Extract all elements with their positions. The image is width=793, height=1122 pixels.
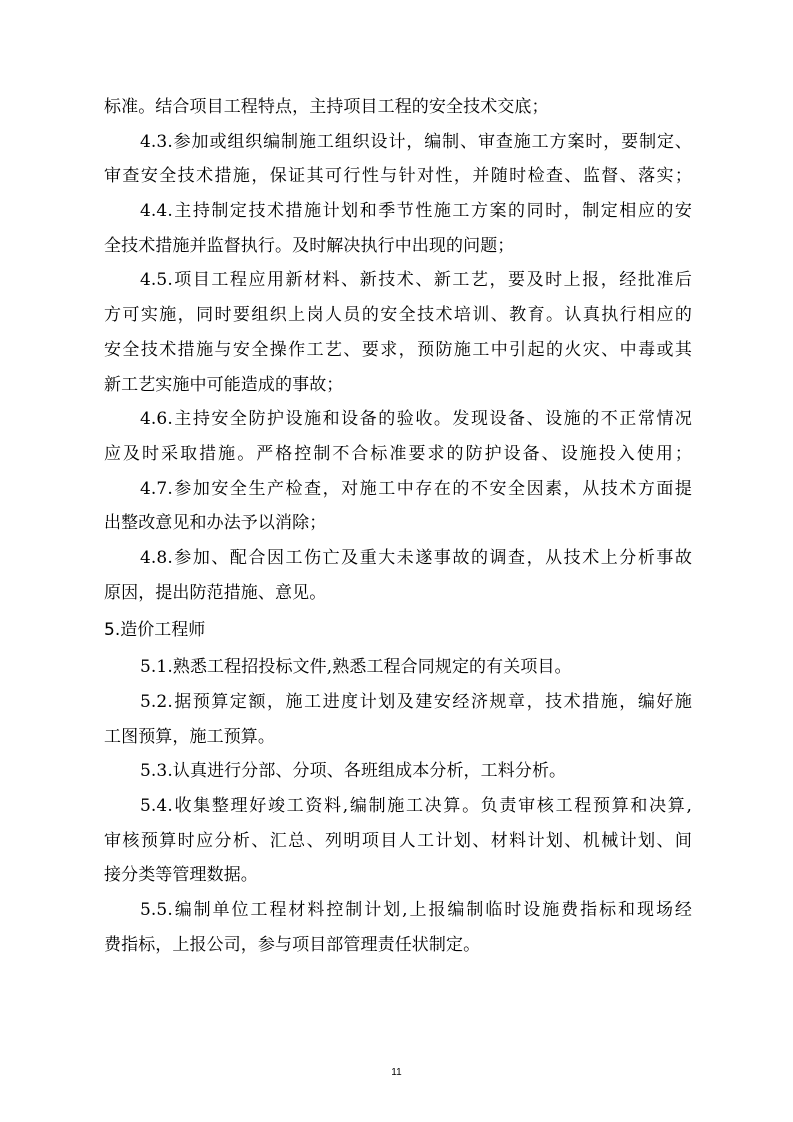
- text-line: 工图预算，施工预算。: [104, 726, 275, 747]
- text-line: 4.5.项目工程应用新材料、新技术、新工艺，要及时上报，经批准后: [140, 270, 692, 291]
- text-line: 审核预算时应分析、汇总、列明项目人工计划、材料计划、机械计划、间: [104, 830, 692, 851]
- page-number: 11: [391, 1067, 402, 1078]
- text-line: 4.6.主持安全防护设施和设备的验收。发现设备、设施的不正常情况: [140, 409, 692, 430]
- page-content: [104, 90, 692, 963]
- text-line: 5.3.认真进行分部、分项、各班组成本分析，工料分析。: [140, 761, 567, 782]
- text-line: 应及时采取措施。严格控制不合标准要求的防护设备、设施投入使用；: [104, 443, 692, 464]
- text-line: 4.3.参加或组织编制施工组织设计，编制、审查施工方案时，要制定、: [140, 131, 692, 152]
- text-line: 5.5.编制单位工程材料控制计划,上报编制临时设施费指标和现场经: [140, 900, 692, 921]
- text-line: 标准。结合项目工程特点，主持项目工程的安全技术交底；: [104, 97, 549, 117]
- text-line: 审查安全技术措施，保证其可行性与针对性，并随时检查、监督、落实；: [104, 166, 692, 187]
- text-line: 安全技术措施与安全操作工艺、要求，预防施工中引起的火灾、中毒或其: [104, 339, 692, 360]
- text-line: 方可实施，同时要组织上岗人员的安全技术培训、教育。认真执行相应的: [104, 305, 692, 326]
- section-heading: 5.造价工程师: [104, 620, 206, 641]
- text-line: 5.4.收集整理好竣工资料,编制施工决算。负责审核工程预算和决算,: [140, 796, 692, 817]
- text-line: 新工艺实施中可能造成的事故；: [104, 374, 344, 395]
- text-line: 4.7.参加安全生产检查，对施工中存在的不安全因素，从技术方面提: [140, 478, 692, 499]
- text-line: 接分类等管理数据。: [104, 865, 258, 886]
- text-line: 4.4.主持制定技术措施计划和季节性施工方案的同时，制定相应的安: [140, 201, 692, 222]
- text-line: 4.8.参加、配合因工伤亡及重大未遂事故的调查，从技术上分析事故: [140, 547, 692, 568]
- text-line: 出整改意见和办法予以消除；: [104, 513, 327, 534]
- text-line: 费指标，上报公司，参与项目部管理责任状制定。: [104, 934, 481, 955]
- text-line: 原因，提出防范措施、意见。: [104, 582, 327, 603]
- text-line: 5.2.据预算定额，施工进度计划及建安经济规章，技术措施，编好施: [140, 692, 692, 712]
- text-line: 5.1.熟悉工程招投标文件,熟悉工程合同规定的有关项目。: [140, 657, 572, 678]
- text-line: 全技术措施并监督执行。及时解决执行中出现的问题；: [104, 235, 515, 256]
